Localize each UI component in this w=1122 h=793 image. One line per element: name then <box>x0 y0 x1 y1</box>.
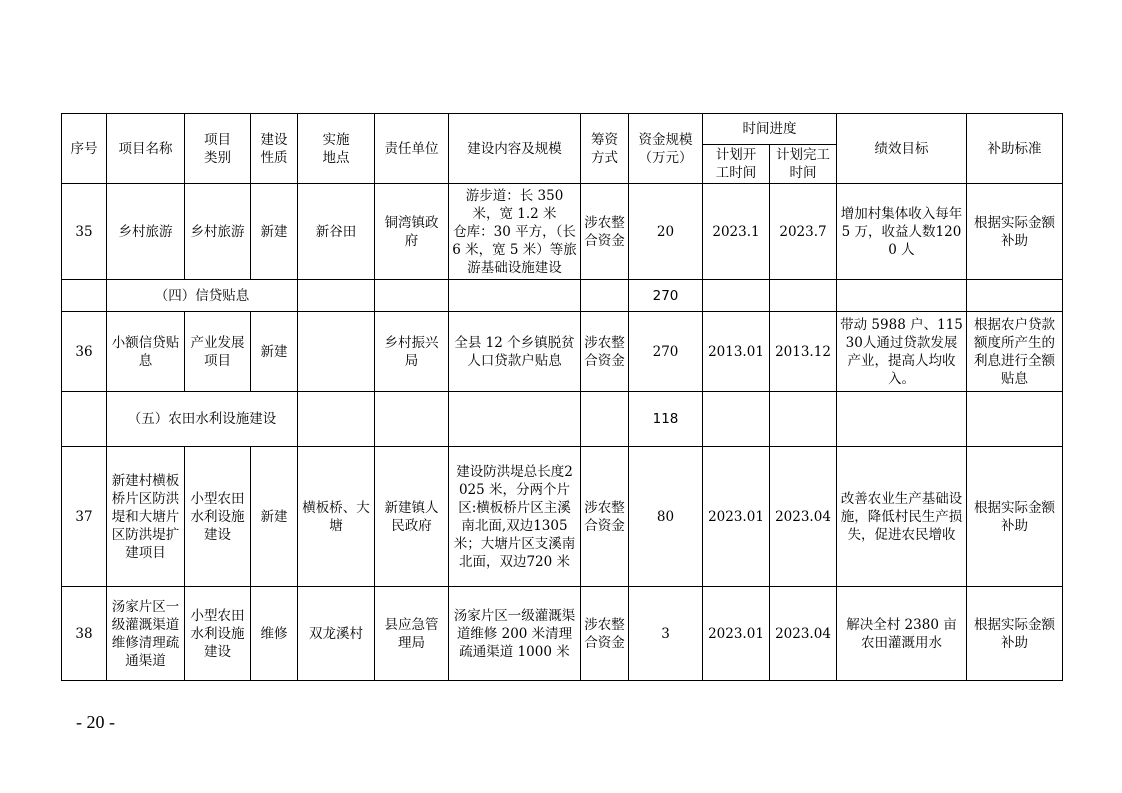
header-unit: 责任单位 <box>375 114 449 184</box>
row-funding: 涉农整合资金 <box>581 447 629 587</box>
section-empty <box>581 280 629 312</box>
section-empty <box>837 392 967 447</box>
section-total: 118 <box>629 392 703 447</box>
section-empty <box>703 280 770 312</box>
section-empty <box>581 392 629 447</box>
row-start: 2013.01 <box>703 312 770 392</box>
header-subsidy: 补助标准 <box>967 114 1063 184</box>
section-row <box>62 392 1063 447</box>
row-goal: 解决全村 2380 亩农田灌溉用水 <box>837 587 967 681</box>
row-category: 小型农田水利设施建设 <box>185 447 251 587</box>
section-title: （四）信贷贴息 <box>107 280 298 312</box>
row-end: 2013.12 <box>770 312 837 392</box>
row-unit: 铜湾镇政府 <box>375 184 449 280</box>
row-seq: 35 <box>62 184 107 280</box>
section-empty <box>967 280 1063 312</box>
header-content: 建设内容及规模 <box>449 114 581 184</box>
row-content: 建设防洪堤总长度2025 米，分两个片区:横板桥片区主溪南北面,双边1305 米；大塘片区支溪南北面，双边720 米 <box>449 447 581 587</box>
row-category: 产业发展项目 <box>185 312 251 392</box>
row-content: 全县 12 个乡镇脱贫人口贷款户贴息 <box>449 312 581 392</box>
section-empty <box>298 392 375 447</box>
table-row <box>62 447 1063 587</box>
header-category: 项目 类别 <box>185 114 251 184</box>
row-nature: 新建 <box>251 312 298 392</box>
section-empty <box>375 280 449 312</box>
section-total: 270 <box>629 280 703 312</box>
row-funding: 涉农整合资金 <box>581 587 629 681</box>
row-content: 汤家片区一级灌溉渠道维修 200 米清理疏通渠道 1000 米 <box>449 587 581 681</box>
row-seq: 37 <box>62 447 107 587</box>
row-start: 2023.01 <box>703 447 770 587</box>
section-empty <box>770 280 837 312</box>
section-empty <box>375 392 449 447</box>
row-subsidy: 根据实际金额补助 <box>967 184 1063 280</box>
row-scale: 20 <box>629 184 703 280</box>
project-table <box>61 113 1063 681</box>
row-unit: 县应急管理局 <box>375 587 449 681</box>
header-nature: 建设 性质 <box>251 114 298 184</box>
section-empty <box>703 392 770 447</box>
row-seq: 38 <box>62 587 107 681</box>
row-start: 2023.01 <box>703 587 770 681</box>
section-empty <box>967 392 1063 447</box>
row-name: 小额信贷贴息 <box>107 312 185 392</box>
row-location: 横板桥、大塘 <box>298 447 375 587</box>
row-name: 汤家片区一级灌溉渠道维修清理疏通渠道 <box>107 587 185 681</box>
row-location: 双龙溪村 <box>298 587 375 681</box>
row-goal: 带动 5988 户、11530人通过贷款发展产业，提高人均收入。 <box>837 312 967 392</box>
row-nature: 新建 <box>251 184 298 280</box>
row-scale: 80 <box>629 447 703 587</box>
row-unit: 新建镇人民政府 <box>375 447 449 587</box>
page-number: - 20 - <box>76 712 115 732</box>
table-row <box>62 587 1063 681</box>
section-empty <box>298 280 375 312</box>
header-name: 项目名称 <box>107 114 185 184</box>
section-title: （五）农田水利设施建设 <box>107 392 298 447</box>
row-funding: 涉农整合资金 <box>581 312 629 392</box>
row-location <box>298 312 375 392</box>
row-end: 2023.04 <box>770 587 837 681</box>
row-name: 新建村横板桥片区防洪堤和大塘片区防洪堤扩建项目 <box>107 447 185 587</box>
row-goal: 改善农业生产基础设施，降低村民生产损失，促进农民增收 <box>837 447 967 587</box>
row-location: 新谷田 <box>298 184 375 280</box>
section-empty <box>62 392 107 447</box>
section-empty <box>62 280 107 312</box>
row-goal: 增加村集体收入每年 5 万，收益人数1200 人 <box>837 184 967 280</box>
row-start: 2023.1 <box>703 184 770 280</box>
header-end: 计划完工 时间 <box>770 145 837 184</box>
header-seq: 序号 <box>62 114 107 184</box>
section-row <box>62 280 1063 312</box>
row-nature: 新建 <box>251 447 298 587</box>
row-scale: 270 <box>629 312 703 392</box>
table-row <box>62 312 1063 392</box>
row-subsidy: 根据实际金额补助 <box>967 447 1063 587</box>
section-empty <box>770 392 837 447</box>
section-empty <box>837 280 967 312</box>
header-scale: 资金规模 （万元） <box>629 114 703 184</box>
row-funding: 涉农整合资金 <box>581 184 629 280</box>
row-subsidy: 根据农户贷款额度所产生的利息进行全额贴息 <box>967 312 1063 392</box>
header-funding: 筹资 方式 <box>581 114 629 184</box>
row-name: 乡村旅游 <box>107 184 185 280</box>
row-scale: 3 <box>629 587 703 681</box>
section-empty <box>449 392 581 447</box>
row-content: 游步道：长 350 米，宽 1.2 米 仓库：30 平方，（长6 米，宽 5 米）等旅游基础设施建设 <box>449 184 581 280</box>
header-goal: 绩效目标 <box>837 114 967 184</box>
section-empty <box>449 280 581 312</box>
header-location: 实施 地点 <box>298 114 375 184</box>
row-end: 2023.7 <box>770 184 837 280</box>
row-seq: 36 <box>62 312 107 392</box>
header-schedule: 时间进度 <box>703 114 837 145</box>
row-end: 2023.04 <box>770 447 837 587</box>
row-nature: 维修 <box>251 587 298 681</box>
row-category: 小型农田水利设施建设 <box>185 587 251 681</box>
row-category: 乡村旅游 <box>185 184 251 280</box>
row-unit: 乡村振兴局 <box>375 312 449 392</box>
header-start: 计划开 工时间 <box>703 145 770 184</box>
row-subsidy: 根据实际金额补助 <box>967 587 1063 681</box>
table-row <box>62 184 1063 280</box>
